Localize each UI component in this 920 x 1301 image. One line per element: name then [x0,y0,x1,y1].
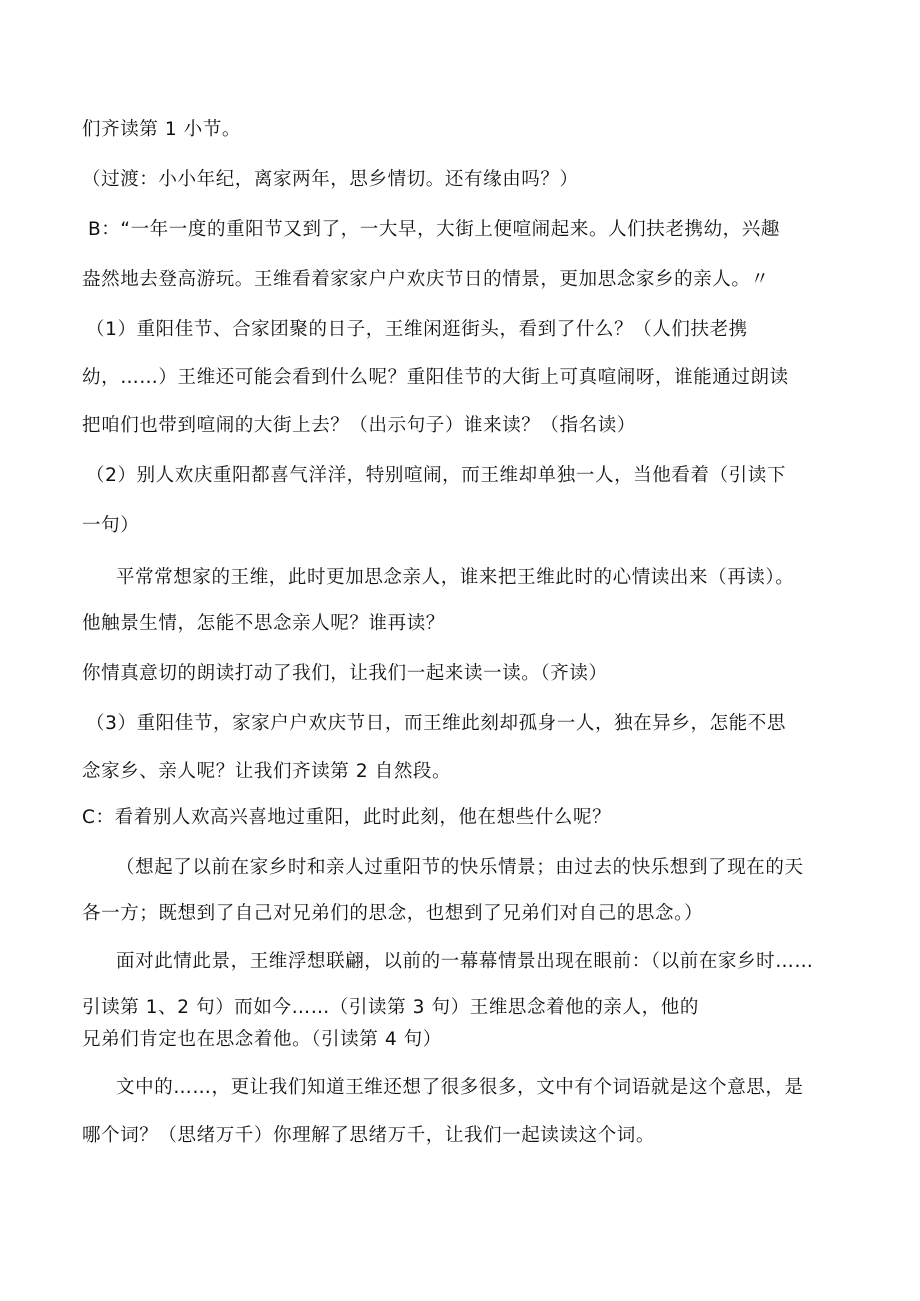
text-line: B：“一年一度的重阳节又到了，一大早，大街上便喧闹起来。人们扶老携幼，兴趣 [88,219,780,240]
text-line: C：看着别人欢高兴喜地过重阳，此时此刻，他在想些什么呢？ [82,807,612,828]
text-line: 们齐读第 1 小节。 [82,119,242,140]
text-line: 各一方；既想到了自己对兄弟们的思念，也想到了兄弟们对自己的思念。） [82,903,704,924]
text-line: （1）重阳佳节、合家团聚的日子，王维闲逛街头，看到了什么？（人们扶老携 [86,319,748,340]
text-line: 幼，……）王维还可能会看到什么呢？重阳佳节的大街上可真喧闹呀，谁能通过朗读 [82,367,789,388]
text-line: 文中的……，更让我们知道王维还想了很多很多，文中有个词语就是这个意思，是 [116,1077,804,1098]
text-line: 平常常想家的王维，此时更加思念亲人，谁来把王维此时的心情读出来（再读）。 [116,567,795,588]
text-line: （想起了以前在家乡时和亲人过重阳节的快乐情景；由过去的快乐想到了现在的天 [116,857,804,878]
text-line: 念家乡、亲人呢？让我们齐读第 2 自然段。 [82,761,452,782]
text-line: 他触景生情，怎能不思念亲人呢？谁再读？ [82,613,445,634]
text-line: 引读第 1、2 句）而如今……（引读第 3 句）王维思念着他的亲人，他的 [82,997,699,1018]
text-line: （3）重阳佳节，家家户户欢庆节日，而王维此刻却孤身一人，独在异乡，怎能不思 [86,713,786,734]
text-line: 面对此情此景，王维浮想联翩，以前的一幕幕情景出现在眼前：（以前在家乡时…… [116,951,814,972]
text-line: 哪个词？（思绪万千）你理解了思绪万千，让我们一起读读这个词。 [82,1125,656,1146]
text-line: 你情真意切的朗读打动了我们，让我们一起来读一读。（齐读） [82,663,608,684]
text-line: （过渡：小小年纪，离家两年，思乡情切。还有缘由吗？） [82,169,579,190]
text-line: 兄弟们肯定也在思念着他。（引读第 4 句） [82,1029,442,1050]
text-line: 盎然地去登高游玩。王维看着家家户户欢庆节日的情景，更加思念家乡的亲人。〃 [82,269,770,290]
text-line: 把咱们也带到喧闹的大街上去？（出示句子）谁来读？（指名读） [82,415,636,436]
text-line: 一句） [82,515,140,536]
text-line: （2）别人欢庆重阳都喜气洋洋，特别喧闹，而王维却单独一人，当他看着（引读下 [86,465,786,486]
